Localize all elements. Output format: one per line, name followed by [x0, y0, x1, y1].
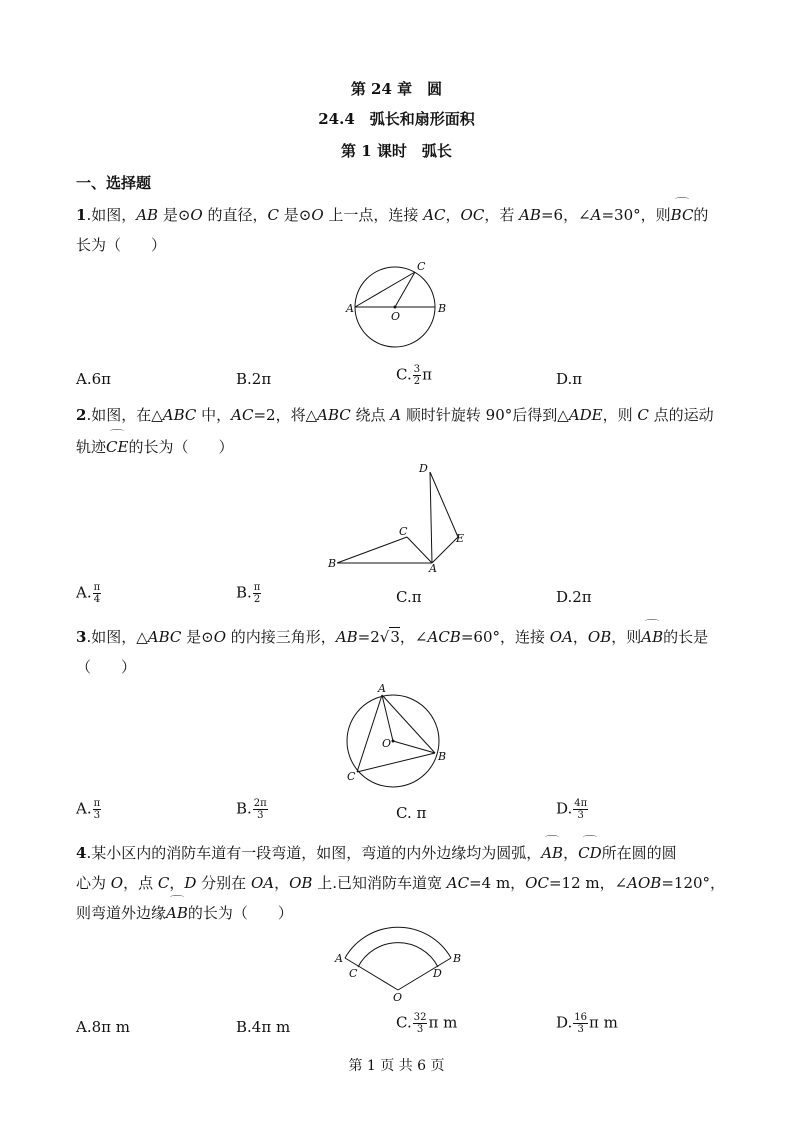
q4-label-c: C — [349, 967, 358, 980]
lesson-title: 第 1 课时 弧长 — [341, 142, 452, 160]
q3-option-a: A. $\frac{\pi}{3}$ — [76, 798, 101, 821]
q3-label-c: C — [347, 770, 356, 783]
q1-label-o: O — [391, 310, 401, 323]
q4-line3: 则弯道外边缘⌒ AB的长为（ ） — [76, 902, 293, 923]
q4-option-b: B.4π m — [236, 1018, 291, 1036]
q4-label-o: O — [393, 991, 403, 1004]
q1-line1: 1.如图，AB 是⊙O 的直径，C 是⊙O 上一点，连接 AC，OC，若 AB=6，∠A=30°，则⌒ BC的 — [76, 204, 708, 225]
q1-option-a: A.6π — [76, 370, 112, 388]
q4-option-c: C. $\frac{32}{3}$ π m — [396, 1012, 458, 1035]
q4-line2: 心为 O，点 C，D 分别在 OA，OB 上.已知消防车道宽 AC=4 m，OC=12 m，∠AOB=120°， — [76, 874, 726, 892]
q4-option-a: A.8π m — [76, 1018, 130, 1036]
q2-label-a: A — [429, 562, 437, 575]
part-title: 一、选择题 — [76, 174, 152, 192]
q4-option-d: D. $\frac{16}{3}$ π m — [556, 1012, 618, 1035]
q3-label-a: A — [378, 682, 386, 695]
q1-label-b: B — [438, 302, 447, 315]
q3-option-b: B. $\frac{2\pi}{3}$ — [236, 798, 267, 821]
q1-option-b: B.2π — [236, 370, 272, 388]
q1-option-d: D.π — [556, 370, 583, 388]
q1-line2: 长为（ ） — [76, 236, 167, 254]
q2-option-c: C.π — [396, 588, 422, 606]
q3-option-d: D. $\frac{4\pi}{3}$ — [556, 798, 588, 821]
q4-label-b: B — [453, 952, 462, 965]
q1-option-c: C. $\frac{3}{2}$ π — [396, 364, 432, 387]
q3-line1: 3.如图，△ABC 是⊙O 的内接三角形，AB=2√3，∠ACB=60°，连接 OA，OB，则⌒ AB的长是 — [76, 626, 708, 647]
q3-figure — [335, 680, 455, 792]
chapter-title: 第 24 章 圆 — [350, 80, 443, 98]
q3-line2: （ ） — [76, 658, 137, 676]
q2-option-a: A. $\frac{\pi}{4}$ — [76, 582, 101, 605]
q4-line1: 4.某小区内的消防车道有一段弯道，如图，弯道的内外边缘均为圆弧，⌒ AB，⌒ CD所在圆的圆 — [76, 842, 677, 863]
section-title: 24.4 弧长和扇形面积 — [318, 110, 475, 128]
q3-label-o: O — [382, 737, 392, 750]
q3-label-b: B — [438, 750, 447, 763]
q3-option-c: C. π — [396, 804, 427, 822]
q1-figure — [340, 258, 450, 358]
q4-label-a: A — [335, 952, 343, 965]
q2-label-d: D — [419, 462, 428, 475]
q2-label-c: C — [399, 525, 408, 538]
q4-figure — [330, 928, 470, 1004]
q2-option-b: B. $\frac{\pi}{2}$ — [236, 582, 261, 605]
q1-label-a: A — [346, 302, 354, 315]
q2-label-e: E — [456, 532, 465, 545]
q2-figure — [325, 462, 475, 574]
page-footer: 第 1 页 共 6 页 — [348, 1058, 445, 1074]
q2-option-d: D.2π — [556, 588, 592, 606]
q1-label-c: C — [417, 260, 426, 273]
q4-label-d: D — [433, 967, 442, 980]
q2-line2: 轨迹⌒ CE的长为（ ） — [76, 436, 233, 457]
q2-label-b: B — [328, 557, 337, 570]
q2-line1: 2.如图，在△ABC 中，AC=2，将△ABC 绕点 A 顺时针旋转 90°后得到△ADE，则 C 点的运动 — [76, 406, 714, 424]
